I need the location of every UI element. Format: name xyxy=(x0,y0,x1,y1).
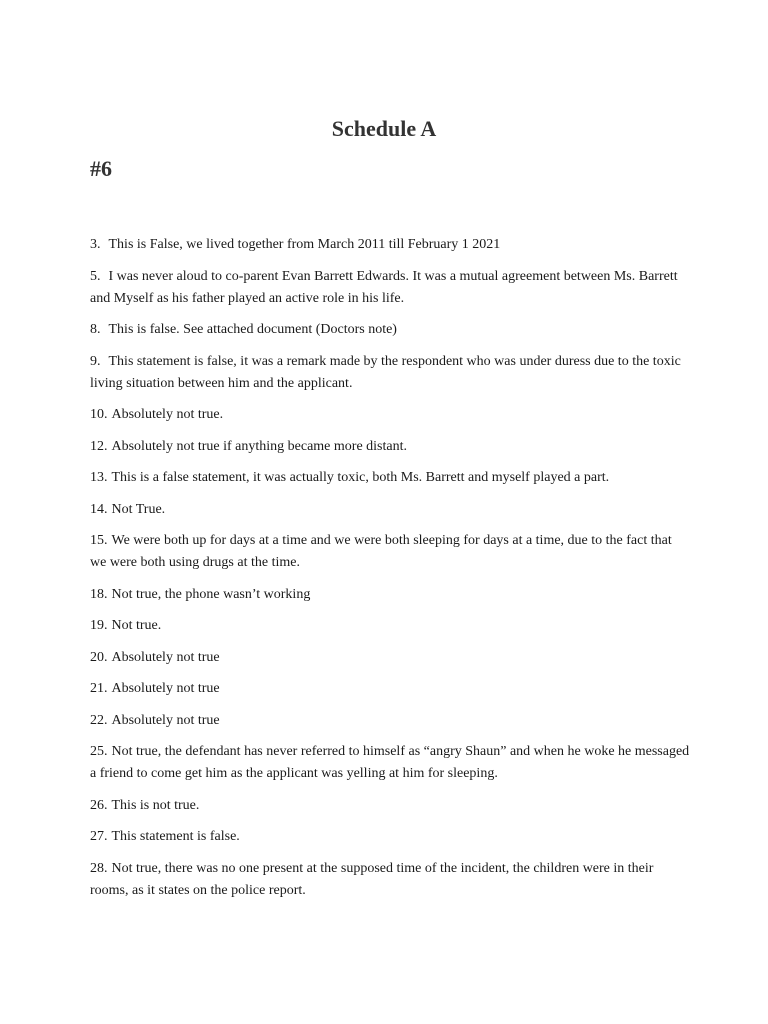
item-text: Absolutely not true xyxy=(111,681,220,696)
item-text: Absolutely not true. xyxy=(111,407,224,422)
item-number: 9. xyxy=(90,353,101,369)
item-text: This statement is false. xyxy=(111,829,240,844)
item-number: 20. xyxy=(90,649,108,665)
list-item xyxy=(90,319,690,341)
item-text: Not True. xyxy=(111,501,166,517)
list-item xyxy=(90,615,690,637)
item-number: 13. xyxy=(90,470,108,485)
list-item xyxy=(90,499,690,521)
item-text: We were both up for days at a time and we were both sleeping for days at a time, due to the fact that we were both using drugs at the time. xyxy=(90,533,672,570)
list-item xyxy=(90,584,690,606)
section-label: #6 xyxy=(90,156,112,181)
item-text: Not true, there was no one present at the supposed time of the incident, the children were in their rooms, as it states on the police report. xyxy=(90,860,654,898)
list-item xyxy=(90,647,690,669)
list-item xyxy=(90,266,690,310)
item-number: 5. xyxy=(90,268,101,284)
item-text: This is False, we lived together from March 2011 till February 1 2021 xyxy=(108,237,501,252)
item-number: 18. xyxy=(90,586,108,602)
item-number: 26. xyxy=(90,797,108,813)
document-title: Schedule A xyxy=(331,116,437,141)
item-number: 14. xyxy=(90,501,108,517)
list-item xyxy=(90,710,690,732)
list-item xyxy=(90,351,690,395)
item-text: Absolutely not true xyxy=(111,712,220,728)
item-number: 28. xyxy=(90,860,108,876)
list-item xyxy=(90,404,690,426)
item-number: 27. xyxy=(90,829,108,844)
list-item xyxy=(90,795,690,817)
list-item xyxy=(90,234,690,256)
list-item xyxy=(90,826,690,848)
list-item xyxy=(90,741,690,785)
item-text: This is a false statement, it was actually toxic, both Ms. Barrett and myself played a part. xyxy=(111,470,610,485)
item-number: 15. xyxy=(90,533,108,548)
item-text: Absolutely not true xyxy=(111,649,220,665)
item-text: Not true. xyxy=(111,618,162,633)
item-number: 25. xyxy=(90,744,108,759)
list-item xyxy=(90,678,690,700)
item-number: 19. xyxy=(90,618,108,633)
item-number: 12. xyxy=(90,438,108,454)
item-number: 8. xyxy=(90,322,101,337)
list-item xyxy=(90,530,690,574)
item-number: 22. xyxy=(90,712,108,728)
list-item xyxy=(90,858,690,902)
list-item xyxy=(90,436,690,458)
list-item xyxy=(90,467,690,489)
item-text: This statement is false, it was a remark made by the respondent who was under duress due to the toxic living situation between him and the applicant. xyxy=(90,353,681,391)
item-number: 21. xyxy=(90,681,108,696)
response-list xyxy=(90,234,690,911)
item-number: 3. xyxy=(90,237,101,252)
item-text: I was never aloud to co-parent Evan Barrett Edwards. It was a mutual agreement between Ms. Barrett and Myself as his father played an active role in his life. xyxy=(90,268,678,306)
item-text: Not true, the defendant has never referred to himself as “angry Shaun” and when he woke he messaged a friend to come get him as the applicant was yelling at him for sleeping. xyxy=(90,744,690,781)
item-text: Not true, the phone wasn’t working xyxy=(111,586,311,602)
item-text: This is false. See attached document (Doctors note) xyxy=(108,322,397,337)
item-text: Absolutely not true if anything became more distant. xyxy=(111,438,407,454)
item-text: This is not true. xyxy=(111,797,200,813)
item-number: 10. xyxy=(90,407,108,422)
